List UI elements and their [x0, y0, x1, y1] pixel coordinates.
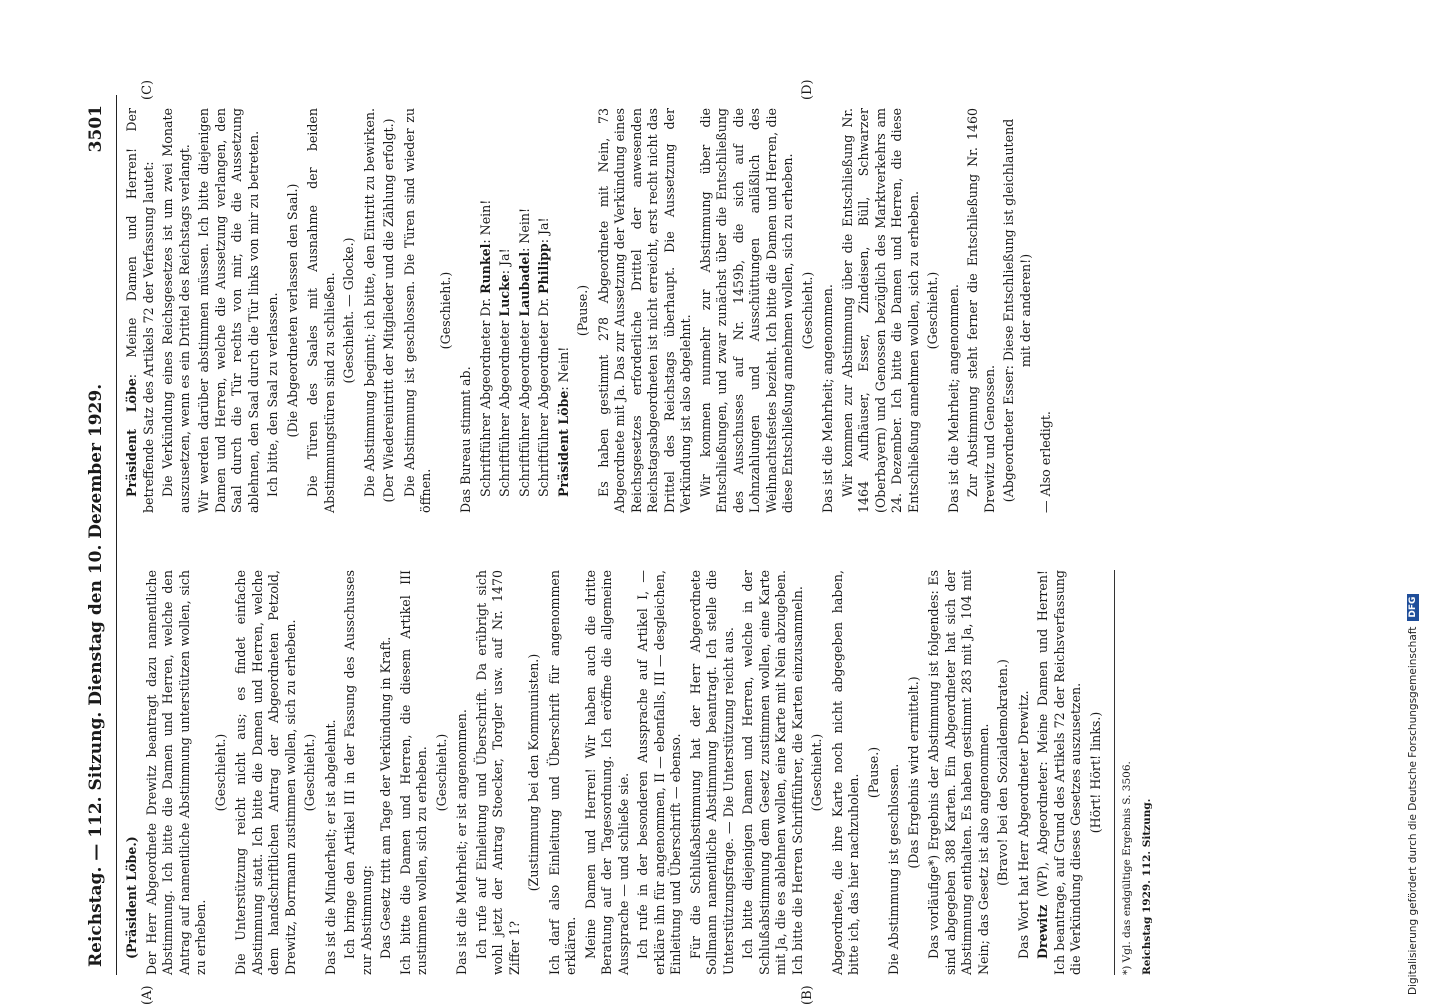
paragraph: Wir kommen zur Abstimmung über die Entschließung Nr. 1464 Aufhäuser, Esser, Zindeisen, Büll, Schwarzer (Oberbayern) und Genossen bezüglich des Marktverkehrs am 24. Dezember. Ich bitte die Damen und Herren, die diese Entschließung annehmen wollen, sich zu erheben. [839, 108, 921, 513]
right-column [124, 108, 1058, 513]
paragraph: Für die Schlußabstimmung hat der Herr Abgeordnete Sollmann namentliche Abstimmung beantragt. Ich stelle die Unterstützungsfrage. — Die Unterstützung reicht aus. [687, 570, 736, 975]
footnote: *) Vgl. das endgültige Ergebnis S. 3506. [1114, 570, 1136, 975]
dfg-logo: DFG [1407, 594, 1419, 621]
paragraph: Das ist die Minderheit; er ist abgelehnt. [322, 719, 338, 975]
speaker-name: Präsident Löbe [124, 378, 139, 497]
margin-marker-d: (D) [800, 79, 815, 100]
speaker-name: (Präsident Löbe.) [124, 836, 139, 959]
header-page-number: 3501 [86, 105, 106, 153]
paragraph: Meine Damen und Herren! Wir haben auch die dritte Beratung auf der Tagesordnung. Ich eröffne die allgemeine Aussprache — und schließe sie. [582, 570, 631, 975]
speaker-role: Schriftführer Abgeordneter [497, 316, 512, 497]
paragraph: Das ist die Mehrheit; angenommen. [945, 284, 961, 513]
speech-text: : Ja! [497, 248, 512, 275]
paragraph: Es haben gestimmt 278 Abgeordnete mit Nein, 73 Abgeordnete mit Ja. Das zur Aussetzung der Verkündung eines Reichsgesetzes erforderliche Drittel der anwesenden Reichstagsabgeordneten ist nicht erreicht, erst recht nicht das Drittel des Reichstags überhaupt. Die Aussetzung der Verkündung ist also abgelehnt. [595, 108, 693, 513]
page-footer: Reichstag 1929. 112. Sitzung. [1140, 798, 1153, 975]
paragraph: Ich bitte, den Saal zu verlassen. [265, 292, 280, 497]
paragraph: (Geschieht. — Glocke.) [341, 237, 356, 384]
paragraph: Das ist die Mehrheit; angenommen. [820, 284, 835, 513]
paragraph: — Also erledigt. [1038, 411, 1053, 513]
speech-text: : Nein! [477, 199, 493, 244]
document-page [80, 79, 1330, 1005]
paragraph [517, 108, 534, 513]
paragraph: (Bravo! bei den Sozialdemokraten.) [995, 659, 1010, 886]
speaker-name: Lucke [497, 274, 512, 317]
paragraph: (Zustimmung bei den Kommunisten.) [526, 653, 541, 892]
paragraph [478, 108, 495, 513]
paragraph: Ich bitte die Damen und Herren, die diesem Artikel III zustimmen wollen, sich zu erheben. [397, 570, 429, 975]
paragraph: Die Verkündung eines Reichsgesetzes ist um zwei Monate auszusetzen, wenn es ein Drittel des Reichstags verlangt. [160, 108, 192, 513]
paragraph: (Das Ergebnis wird ermittelt.) [905, 676, 921, 869]
paragraph: Ich bringe den Artikel III in der Fassung des Ausschusses zur Abstimmung: [342, 570, 374, 975]
paragraph: (Hört! Hört! links.) [1087, 711, 1103, 834]
paragraph: Ich rufe auf Einleitung und Überschrift. Da erübrigt sich wohl jetzt der Antrag Stoecker, Torgler usw. auf Nr. 1470 Ziffer 1? [473, 570, 522, 975]
paragraph: Das vorläufige*) Ergebnis der Abstimmung ist folgendes: Es sind abgegeben 388 Karten. Ein Abgeordneter hat sich der Abstimmung enthalten. Es haben gestimmt 283 mit Ja, 104 mit Nein; das Gesetz ist also angenommen. [926, 570, 991, 975]
speaker-role: Schriftführer Abgeordneter [516, 316, 532, 497]
paragraph: Zur Abstimmung steht ferner die Entschließung Nr. 1460 Drewitz und Genossen. [965, 108, 997, 513]
speaker-role: Schriftführer Abgeordneter Dr. [477, 293, 493, 497]
speaker-name: Präsident Löbe [555, 390, 571, 497]
paragraph: Ich rufe in der besonderen Aussprache auf Artikel I, — erkläre ihn für angenommen, II — ebenfalls, III — desgleichen, Einleitung und Überschrift — ebenso. [635, 570, 683, 975]
paragraph: Die Abstimmung ist geschlossen. [886, 763, 901, 975]
paragraph [556, 108, 573, 513]
left-column [124, 570, 1155, 975]
paragraph: Wir kommen nunmehr zur Abstimmung über die Entschließungen, und zwar zunächst über die Entschließung des Ausschusses auf Nr. 1459b, die sich auf die Lohnzahlungen und Ausschüttungen anläßlich des Weihnachtsfestes bezieht. Ich bitte die Damen und Herren, die diese Entschließung annehmen wollen, sich zu erheben. [697, 108, 795, 513]
paragraph: Wir werden darüber abstimmen müssen. Ich bitte diejenigen Damen und Herren, welche die Aussetzung verlangen, den Saal durch die Tür rechts von mir, die die Aussetzung ablehnen, den Saal durch die Tür links von mir zu betreten. [196, 108, 261, 513]
speech-text: : Nein! [516, 207, 532, 252]
paragraph: Das ist die Mehrheit; er ist angenommen. [454, 709, 469, 975]
paragraph: Die Unterstützung reicht nicht aus; es findet einfache Abstimmung statt. Ich bitte die Damen und Herren, welche dem handschriftlichen Antrag der Abgeordneten Petzold, Drewitz, Borrmann zustimmen wollen, sich zu erheben. [233, 570, 298, 975]
speech-text: : Ja! [536, 217, 551, 244]
speaker-name: Drewitz [1035, 904, 1050, 959]
paragraph: (Geschieht.) [799, 271, 815, 350]
paragraph: (Geschieht.) [437, 271, 453, 350]
speech-text: : Meine Damen und Herren! Der betreffende Satz des Artikels 72 der Verfassung lautet: [124, 108, 156, 513]
speaker-name: Runkel [477, 243, 493, 294]
speaker-name: Laubadel [516, 251, 532, 317]
paragraph [1035, 570, 1085, 975]
page-header [80, 95, 117, 975]
paragraph: (Abgeordneter Esser: Diese Entschließung ist gleichlautend mit der anderen!) [1001, 118, 1033, 503]
speaker-name: Philipp [536, 243, 551, 294]
paragraph: (Geschieht.) [809, 733, 824, 812]
paragraph: Ich darf also Einleitung und Überschrift für angenommen erklären. [546, 570, 578, 975]
paragraph: Ich bitte diejenigen Damen und Herren, welche in der Schlußabstimmung dem Gesetz zustimmen wollen, eine Karte mit Ja, die es ablehnen wollen, eine Karte mit Nein abzugeben. Ich bitte die Herren Schriftführer, die Karten einzusammeln. [740, 570, 805, 975]
paragraph: Das Wort hat Herr Abgeordneter Drewitz. [1015, 690, 1031, 959]
paragraph [536, 108, 553, 513]
paragraph: (Der Wiedereintritt der Mitglieder und die Zählung erfolgt.) [381, 118, 396, 503]
margin-marker-b: (B) [800, 985, 815, 1005]
paragraph [124, 570, 141, 975]
paragraph: Das Gesetz tritt am Tage der Verkündung in Kraft. [378, 636, 393, 959]
paragraph: (Pause.) [865, 746, 881, 799]
paragraph: (Geschieht.) [302, 733, 317, 812]
speaker-role: Schriftführer Abgeordneter Dr. [536, 293, 551, 497]
credit-text: Digitalisierung gefördert durch die Deutsche Forschungsgemeinschaft [1407, 626, 1419, 995]
speech-text: (WP), Abgeordneter: Meine Damen und Herren! Ich beantrage, auf Grund des Artikels 72 der Reichsverfassung die Verkündung dieses Gesetzes auszusetzen. [1035, 570, 1083, 975]
paragraph: (Pause.) [575, 284, 590, 337]
speech-text: : Nein! [555, 346, 571, 391]
margin-marker-a: (A) [140, 985, 155, 1005]
paragraph: (Geschieht.) [433, 733, 449, 812]
paragraph: (Geschieht.) [212, 733, 228, 812]
paragraph: (Geschieht.) [925, 271, 940, 350]
paragraph: Abgeordnete, die ihre Karte noch nicht abgegeben haben, bitte ich, das hier nachzuholen. [829, 570, 861, 975]
header-title: Reichstag. — 112. Sitzung. Dienstag den 10. Dezember 1929. [86, 383, 106, 967]
paragraph: Die Abstimmung ist geschlossen. Die Türen sind wieder zu öffnen. [401, 108, 433, 513]
paragraph: Das Bureau stimmt ab. [458, 366, 473, 513]
digitization-credit [1402, 15, 1424, 995]
margin-marker-c: (C) [140, 79, 155, 100]
paragraph: Die Abstimmung beginnt; ich bitte, den Eintritt zu bewirken. [361, 108, 377, 497]
paragraph: (Die Abgeordneten verlassen den Saal.) [284, 183, 300, 438]
paragraph [497, 108, 514, 513]
paragraph [124, 108, 157, 513]
paragraph: Die Türen des Saales mit Ausnahme der beiden Abstimmungstüren sind zu schließen. [305, 108, 337, 513]
paragraph: Der Herr Abgeordnete Drewitz beantragt dazu namentliche Abstimmung. Ich bitte die Damen und Herren, welche den Antrag auf namentliche Abstimmung unterstützen wollen, sich zu erheben. [143, 570, 208, 975]
